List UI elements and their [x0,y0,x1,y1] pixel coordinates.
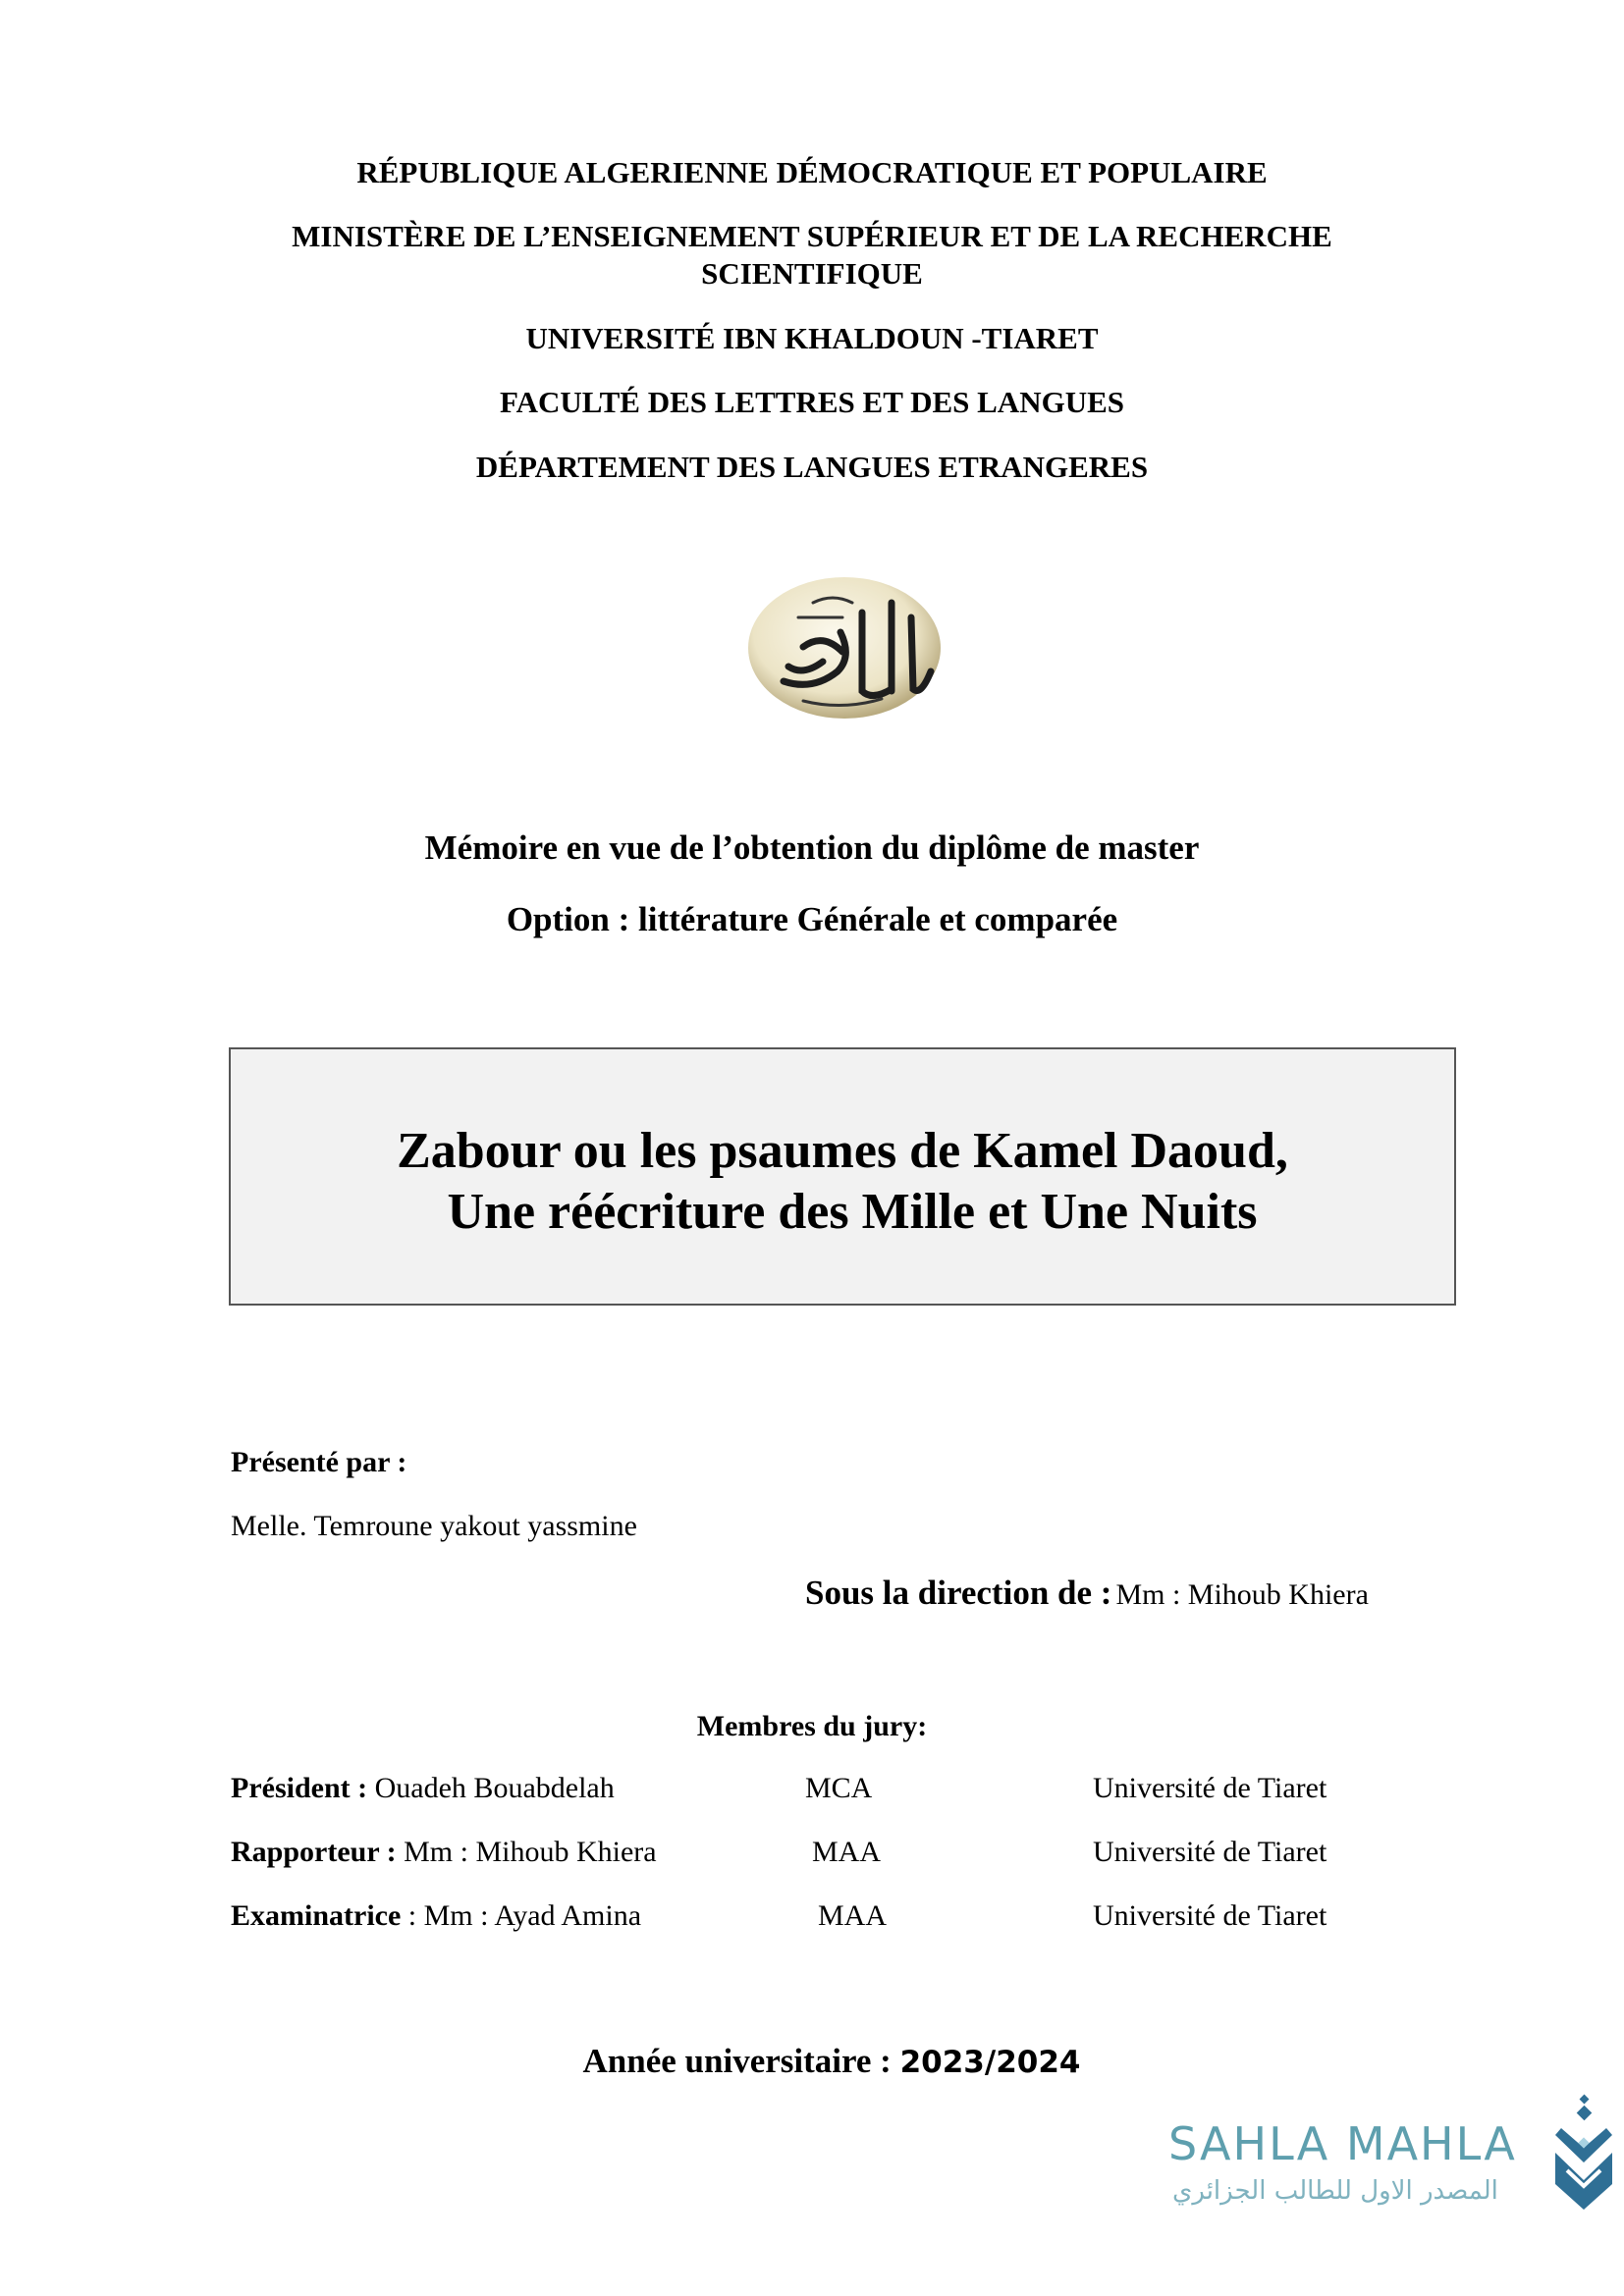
supervisor-line [805,1574,1369,1613]
jury-row-examinatrice [231,1899,1507,1939]
jury-heading: Membres du jury: [696,1710,928,1742]
jury-grade: MAA [812,1836,882,1868]
thesis-title-line2: Une réécriture des Mille et Une Nuits [447,1184,1258,1240]
memoire-line: Mémoire en vue de l’obtention du diplôme de master [424,828,1200,867]
header-faculty: FACULTÉ DES LETTRES ET DES LANGUES [499,385,1124,419]
academic-year-value: 2023/2024 [899,2045,1081,2080]
jury-institution: Université de Tiaret [1093,1899,1327,1932]
academic-year [0,2042,1624,2081]
jury-row-rapporteur [231,1836,1507,1875]
header-republic: RÉPUBLIQUE ALGERIENNE DÉMOCRATIQUE ET POPULAIRE [356,155,1268,189]
university-logo [744,573,945,722]
header-ministry: MINISTÈRE DE L’ENSEIGNEMENT SUPÉRIEUR ET DE LA RECHERCHE [292,219,1332,253]
watermark-brand: SAHLA MAHLA [1168,2117,1517,2170]
header-university: UNIVERSITÉ IBN KHALDOUN -TIARET [525,321,1099,355]
thesis-title-box [229,1047,1456,1306]
jury-institution: Université de Tiaret [1093,1772,1327,1804]
sahla-mahla-logo-icon [1549,2094,1618,2212]
jury-role: Rapporteur : [231,1836,397,1868]
jury-institution: Université de Tiaret [1093,1836,1327,1868]
jury-grade: MAA [818,1899,888,1932]
academic-year-label: Année universitaire : [582,2042,900,2080]
university-calligraphy-seal-icon [744,573,945,722]
jury-name: Mm : Mihoub Khiera [396,1836,657,1868]
presented-by-label: Présenté par : [231,1446,407,1478]
supervisor-name: Mm : Mihoub Khiera [1115,1578,1369,1611]
sahla-mahla-watermark [1168,2106,1620,2223]
thesis-title-line1: Zabour ou les psaumes de Kamel Daoud, [397,1123,1288,1179]
jury-role: Président : [231,1772,368,1804]
jury-name: : Mm : Ayad Amina [401,1899,642,1932]
header-ministry-cont: SCIENTIFIQUE [701,256,923,291]
watermark-tagline: المصدر الاول للطالب الجزائري [1172,2176,1498,2206]
jury-role: Examinatrice [231,1899,402,1932]
jury-row-president [231,1772,1507,1811]
student-name: Melle. Temroune yakout yassmine [231,1510,637,1542]
jury-grade: MCA [805,1772,873,1804]
jury-name: Ouadeh Bouabdelah [367,1772,615,1804]
supervisor-label: Sous la direction de : [805,1574,1112,1612]
option-line: Option : littérature Générale et comparée [506,900,1118,938]
header-department: DÉPARTEMENT DES LANGUES ETRANGERES [475,450,1149,484]
